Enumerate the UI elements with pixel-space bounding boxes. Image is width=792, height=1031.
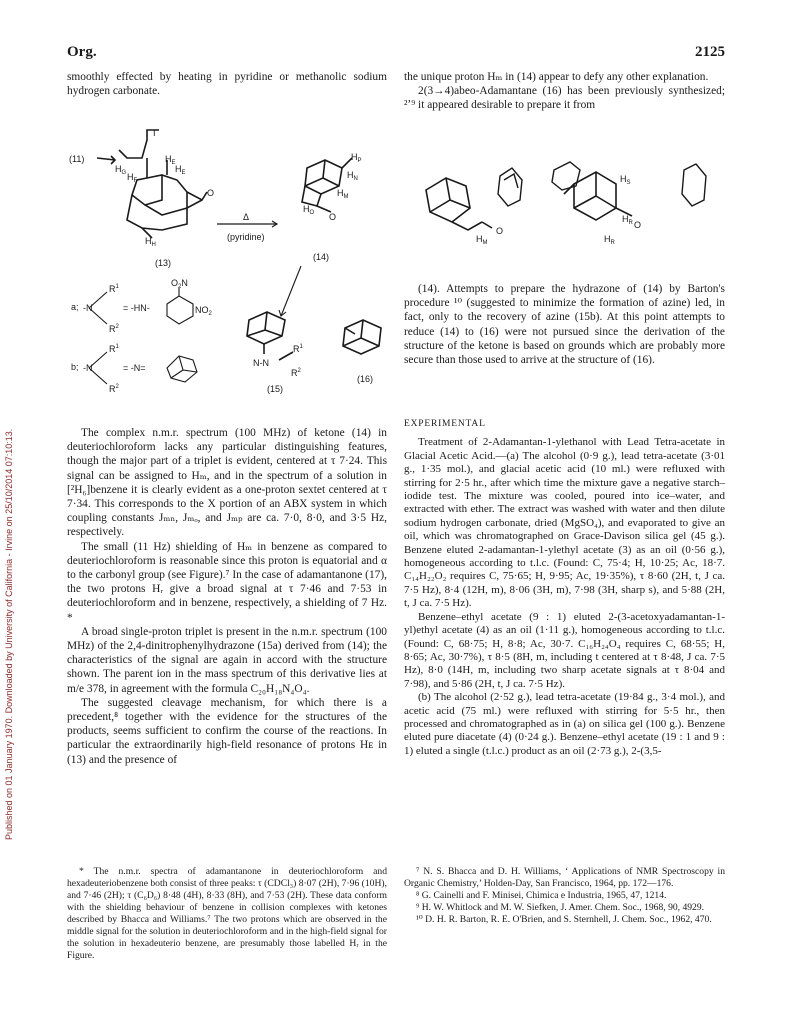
- label-r1-a: $R^1$: [109, 284, 119, 294]
- reference: ⁷ N. S. Bhacca and D. H. Williams, ‘ Applications of NMR Spectroscopy in Organic Chemistry,’ Holden-Day, San Francisco, 1964, pp. 172—176.: [404, 866, 725, 889]
- experimental-section: [404, 418, 725, 758]
- label-hr-upper: $H_R$: [622, 214, 633, 226]
- label-heat: Δ: [243, 212, 250, 222]
- label-r1-b: $R^1$: [109, 344, 119, 354]
- label-b: b;: [71, 362, 79, 372]
- label-compound-14: (14): [313, 252, 330, 262]
- download-notice: [2, 180, 16, 840]
- label-oxygen-right: O: [634, 220, 642, 230]
- reaction-scheme-figure: [67, 120, 397, 400]
- label-eq-n: = -N=: [123, 363, 146, 373]
- experimental-heading: EXPERIMENTAL: [404, 419, 486, 429]
- reference: ⁸ G. Cainelli and F. Minisei, Chimica e Industria, 1965, 47, 1214.: [416, 890, 667, 901]
- label-eq-hn: = -HN-: [123, 303, 150, 313]
- paragraph: The suggested cleavage mechanism, for which there is a precedent,⁸ together with the evidence for the structures of the products, seems sufficient to confirm the course of the reactions. In particular the extraordinarily high-field resonance of protons Hᴇ in (13) and the presence of: [67, 696, 387, 766]
- conformation-figure: [404, 150, 725, 260]
- label-hh: $H_H$: [145, 236, 156, 248]
- running-header-section: Org.: [67, 44, 97, 60]
- label-ho: $H_O$: [303, 204, 315, 216]
- label-hn: $H_N$: [347, 170, 358, 182]
- label-oxygen-left: O: [496, 226, 504, 236]
- label-a: a;: [71, 302, 79, 312]
- structure-13: [97, 130, 207, 238]
- label-he-lower: $H_E$: [175, 164, 186, 176]
- paragraph: A broad single-proton triplet is present in the n.m.r. spectrum (100 MHz) of the 2,4-dinitrophenylhydrazone (15a) derived from (14); the characteristics of the signal are again in accord with the structure shown. The parent ion in the mass spectrum of this derivative lies at m/e 378, in agreement with the formula C₂₀H₁₈N₄O₄.: [67, 625, 387, 695]
- label-r2-15: $R^2$: [291, 368, 301, 378]
- arrow-to-15: [279, 266, 301, 316]
- label-hr-lower: $H_R$: [604, 234, 615, 246]
- column-right-hydrazone: [404, 282, 725, 367]
- label-hp: $H_P$: [351, 152, 362, 164]
- label-hg: $H_G$: [115, 164, 127, 176]
- column-left-intro: [67, 70, 387, 98]
- label-compound-16: (16): [357, 374, 374, 384]
- paragraph: 2(3→4)abeo-Adamantane (16) has been previously synthesized; ²ʼ⁹ it appeared desirable to prepare it from: [404, 85, 725, 112]
- label-iodine: I: [153, 128, 156, 138]
- paragraph: The small (11 Hz) shielding of Hₘ in benzene as compared to deuteriochloroform is reasonable since this proton is equatorial and α to the carbonyl group (see Figure).⁷ In the case of adamantanone (17), the two protons Hᵣ give a broad signal at τ 7·46 and 7·53 in deuteriochloroform and in benzene, respectively, a shielding of 7 Hz. *: [67, 540, 387, 624]
- label-r2-a: $R^2$: [109, 324, 119, 334]
- paragraph: (b) The alcohol (2·52 g.), lead tetra-acetate (19·84 g., 3·4 mol.), and acetic acid (75 ml.) were refluxed with stirring for 5·5 hr., then processed and chromatographed as in (a) on silica gel (100 g.). Benzene eluted pure diacetate (4) (0·24 g.). Benzene–ethyl acetate (19 : 1 and 9 : 1) eluted a single (t.l.c.) product as an oil (2·73 g.), 2-(3,5-: [404, 691, 725, 757]
- label-n-a: -N: [83, 303, 93, 313]
- footnote: * The n.m.r. spectra of adamantanone in deuteriochloroform and hexadeuteriobenzene both consist of three peaks: τ (CDCl₃) 8·07 (2H), 7·96 (10H), and 7·46 (2H); τ (C₆D₆) 8·48 (4H), 8·33 (8H), and 7·53 (2H). These data conform with the shielding behaviour of benzene in collision complexes with ketones described by Bhacca and Williams.⁷ The two protons which are observed in the middle signal for the solution in deuteriochloroform and in the high-field signal for the solution in hexadeuterio benzene, are presumably those labelled Hᵣ in the Figure.: [67, 866, 387, 961]
- paragraph: Benzene–ethyl acetate (9 : 1) eluted 2-(3-acetoxyadamantan-1-yl)ethyl acetate (4) as an oil (1·11 g.), homogeneous according to t.l.c. (Found: C, 68·75; H, 8·8; Ac, 30·7. C₁₆H₂₄O₄ requires C, 68·55; H, 8·65; Ac, 30·7%), τ 8·5 (8H, m, including t centered at τ 8·48, J ca. 7·5 Hz), 8·0 (14H, m, including two sharp acetate signals at τ 8·04 and 7·98), and 5·86 (2H, t, J ca. 7·5 Hz).: [404, 610, 725, 690]
- label-o2n: $O_2N$: [171, 278, 188, 290]
- structure-16: [343, 320, 381, 354]
- label-no2: $NO_2$: [195, 305, 212, 317]
- label-hm-fig2: $H_M$: [476, 234, 488, 246]
- reference: ⁹ H. W. Whitlock and M. W. Siefken, J. Amer. Chem. Soc., 1968, 90, 4929.: [416, 902, 705, 913]
- download-notice-text: Published on 01 January 1970. Downloaded by University of California - Irvine on 25/10/2014 07:10:13.: [4, 428, 14, 840]
- structure-14: [302, 158, 352, 212]
- label-oxygen-14: O: [329, 212, 337, 222]
- paragraph: the unique proton Hₘ in (14) appear to defy any other explanation.: [404, 71, 709, 83]
- paragraph: (14). Attempts to prepare the hydrazone of (14) by Barton's procedure ¹⁰ (suggested to minimize the formation of azine) led, in fact, only to the recovery of azine (15b). At this point attempts to reduce (14) to (16) were not pursued since the derivation of the structure of the ketone is based on grounds which are probably more secure than those used to arrive at the structure of (16).: [404, 283, 725, 367]
- column-left-body: [67, 426, 387, 767]
- label-he-upper: $H_E$: [165, 154, 176, 166]
- structure-15: [247, 312, 293, 360]
- label-r1-15: $R^1$: [293, 344, 303, 354]
- label-n-b: -N: [83, 363, 93, 373]
- label-hs: $H_S$: [620, 174, 631, 186]
- paragraph: smoothly effected by heating in pyridine or methanolic sodium hydrogen carbonate.: [67, 71, 387, 98]
- page-number: 2125: [695, 44, 725, 60]
- label-oxygen-13: O: [207, 188, 215, 198]
- column-right-intro: [404, 70, 725, 113]
- label-r2-b: $R^2$: [109, 384, 119, 394]
- footnotes-left: [67, 866, 387, 962]
- benzene-left: [498, 168, 522, 206]
- label-n-n: N-N: [253, 358, 269, 368]
- label-compound-13: (13): [155, 258, 172, 268]
- reference: ¹⁰ D. H. R. Barton, R. E. O'Brien, and S. Sternhell, J. Chem. Soc., 1962, 470.: [416, 914, 712, 925]
- paragraph: The complex n.m.r. spectrum (100 MHz) of ketone (14) in deuteriochloroform lacks any particular distinguishing features, though the major part of a triplet is evident, centered at τ 7·24. This signal can be assigned to Hₘ, and in the spectrum of a solution in [²H₆]benzene it is clearly evident as a one-proton sextet centered at τ 7·34. This corresponds to the X portion of an ABX system in which coupling constants Jₘₙ, Jₘₒ, and Jₘₚ are ca. 7·0, 8·0, and 3·5 Hz, respectively.: [67, 427, 387, 539]
- references: [404, 866, 725, 926]
- adamantanone-left: [426, 178, 492, 230]
- label-pyridine: (pyridine): [227, 232, 265, 242]
- label-compound-11: (11): [69, 154, 85, 164]
- label-compound-15: (15): [267, 384, 284, 394]
- label-hm: $H_M$: [337, 188, 349, 200]
- label-hf: $H_F$: [127, 172, 138, 184]
- paragraph: Treatment of 2-Adamantan-1-ylethanol with Lead Tetra-acetate in Glacial Acetic Acid.—(a) The alcohol (0·9 g.), lead tetra-acetate (3·01 g., 1·35 mol.), and glacial acetic acid (10 ml.) were refluxed with stirring for 2·5 hr., after which time the mixture gave a negative starch–iodide test. The mixture was cooled, poured into ice–water, and extracted with ether. The extract was washed with water and then dilute sodium hydrogen carbonate, dried (MgSO₄), and evaporated to give an oil, which was chromatographed on Grace-Davison silica gel (45 g.). Benzene eluted 2-adamantan-1-ylethyl acetate (3) as an oil (0·56 g.), homogeneous according to t.l.c. (Found: C, 75·4; H, 10·25; Ac, 18·7. C₁₄H₂₂O₂ requires C, 75·65; H, 9·95; Ac, 19·35%), τ 8·60 (2H, t, J ca. 7·5 Hz), 8·4 (12H, m), 8·06 (3H, m), 7·98 (3H, sharp s), and 5·88 (2H, t, J ca. 7·5 Hz).: [404, 436, 725, 610]
